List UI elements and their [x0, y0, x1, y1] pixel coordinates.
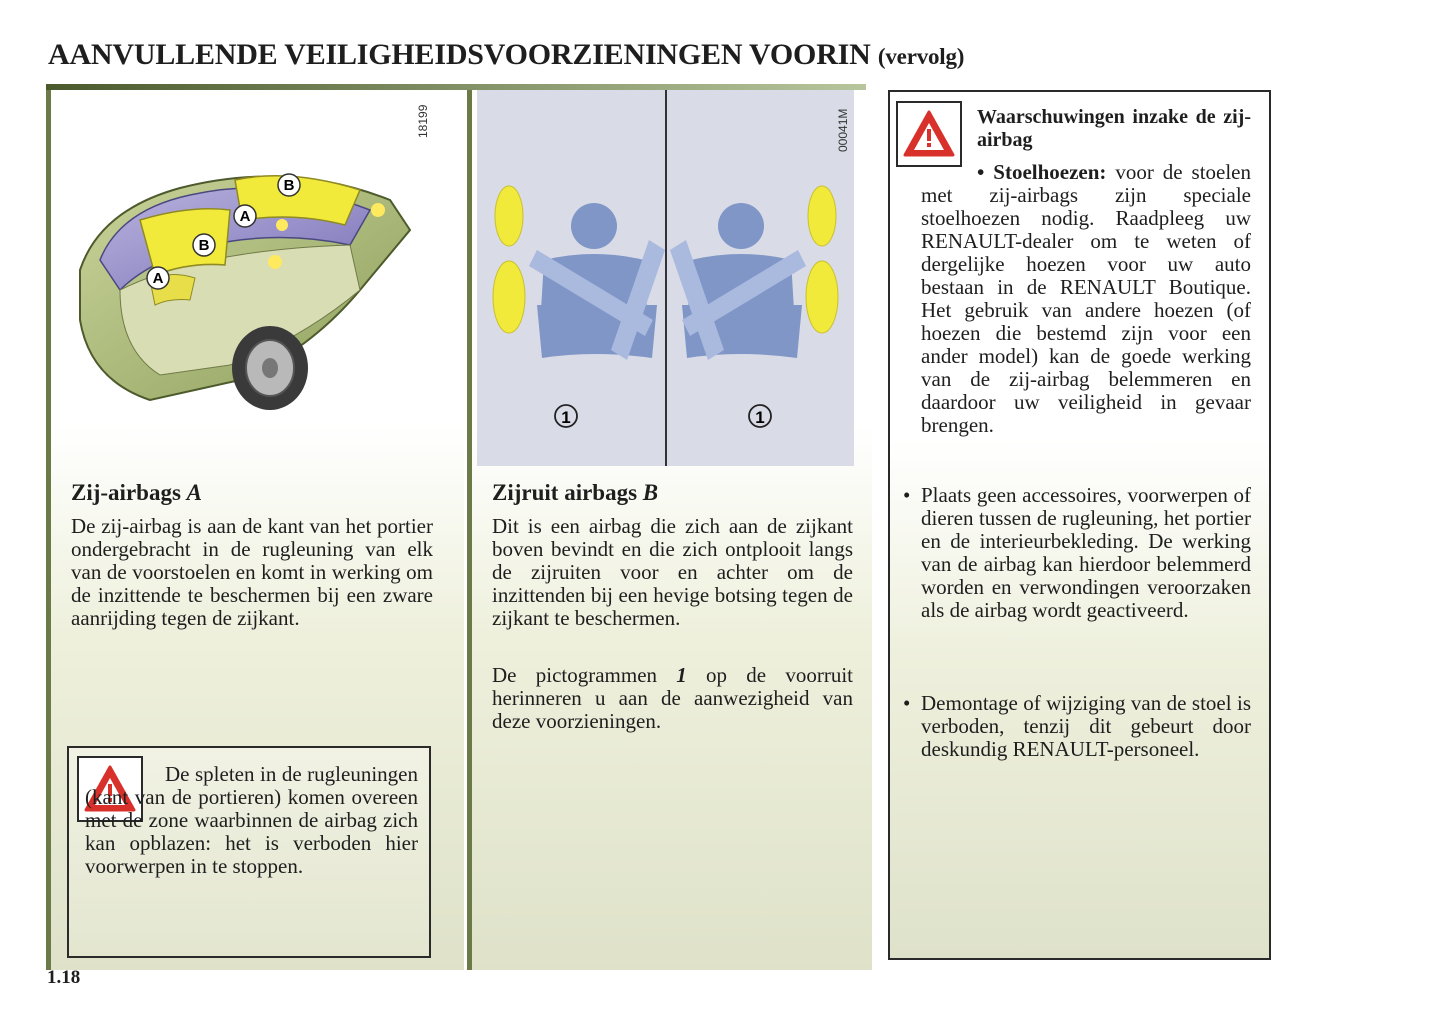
warning-bullet-seat-covers: • Stoelhoezen: voor de stoelen met zij-airbags zijn speciale stoelhoezen nodig. Raadpleeg uw RENAULT-dealer om te weten of dergelijke hoezen voor uw auto bestaan in de RENAULT Boutique. Het gebruik van andere hoezen (of hoezen die bestemd zijn voor een ander model) kan de goede werking van de zij-airbag belemmeren en daardoor uw veiligheid in gevaar brengen. — [921, 160, 1251, 437]
pictogram-reminder-text — [492, 664, 853, 733]
accessories-text: Plaats geen accessoires, voorwerpen of dieren tussen de rugleuning, het portier en de interieurbekleding. De werking van de airbag kan hierdoor belemmerd worden en verwondingen veroorzaken als de airbag wordt geactiveerd. — [921, 483, 1251, 622]
side-airbags-heading — [71, 480, 202, 506]
side-airbags-heading-letter: A — [186, 480, 202, 505]
pictogram-marker-left-text: 1 — [561, 408, 571, 427]
window-airbags-heading — [492, 480, 658, 506]
pictogram-marker-right-text: 1 — [755, 408, 765, 427]
car-label-a-front-text: A — [152, 270, 164, 287]
pictogram-reminder-before: De pictogrammen — [492, 663, 658, 687]
airbag-pictogram-panel — [477, 90, 854, 466]
pictogram-reminder-after: op de voorruit herinneren u aan de aanwezigheid van deze voorzieningen. — [492, 663, 854, 733]
dismantling-text: Demontage of wijziging van de stoel is verboden, tenzij dit gebeurt door deskundig RENAULT-personeel. — [921, 691, 1251, 761]
warning-icon-frame-large — [896, 101, 962, 167]
warnings-box-title: Waarschuwingen inzake de zij-airbag — [977, 106, 1251, 151]
pictogram-left — [493, 186, 665, 360]
page-number: 1.18 — [47, 967, 81, 988]
warning-triangle-icon — [902, 109, 956, 159]
seat-covers-text: voor de stoelen met zij-airbags zijn speciale stoelhoezen nodig. Raadpleeg uw RENAULT-dealer om te weten of dergelijke hoezen voor uw auto bestaan in de RENAULT Boutique. Het gebruik van andere hoezen (of hoezen die bestemd zijn voor een ander model) kan de goede werking van de zij-airbag belemmeren en daardoor uw veiligheid in gevaar brengen. — [921, 160, 1251, 437]
car-airbag-illustration — [60, 150, 440, 418]
page-title — [48, 38, 964, 72]
warning-bullet-accessories: • Plaats geen accessoires, voorwerpen of dieren tussen de rugleuning, het portier en de interieurbekleding. De werking van de airbag kan hierdoor belemmerd worden en verwondingen veroorzaken als de airbag wordt geactiveerd. — [903, 483, 1251, 622]
pictogram-figure-code: 00041M — [836, 108, 850, 152]
window-airbags-heading-text: Zijruit airbags — [492, 480, 638, 505]
page-title-main: AANVULLENDE VEILIGHEIDSVOORZIENINGEN VOORIN — [48, 38, 871, 71]
car-label-b-rear-text: B — [283, 177, 295, 194]
car-label-a-rear-text: A — [239, 208, 251, 225]
page-title-suffix: (vervolg) — [877, 44, 965, 69]
window-airbags-heading-letter: B — [642, 480, 659, 505]
backrest-warning-text: De spleten in de rugleuningen (kant van de portieren) komen overeen met de zone waarbinnen de airbag zich kan opblazen: het is verboden hier voorwerpen in te stoppen. — [85, 762, 418, 878]
pictogram-reminder-number: 1 — [676, 663, 687, 687]
side-airbags-heading-text: Zij-airbags — [71, 480, 181, 505]
window-airbags-text: Dit is een airbag die zich aan de zijkant boven bevindt en die zich ontplooit langs de zijruiten voor en achter om de inzittenden bij een hevige botsing tegen de zijkant te beschermen. — [492, 514, 853, 630]
car-label-b-front-text: B — [198, 237, 210, 254]
pictogram-right — [670, 186, 838, 360]
warning-bullet-dismantling: • Demontage of wijziging van de stoel is verboden, tenzij dit gebeurt door deskundig RENAULT-personeel. — [903, 691, 1251, 761]
seat-covers-label: Stoelhoezen: — [993, 160, 1107, 184]
car-figure-code: 18199 — [416, 104, 430, 138]
side-airbags-text: De zij-airbag is aan de kant van het portier ondergebracht in de rugleuning van elk van de voorstoelen en komt in werking om de inzittende te beschermen bij een zware aanrijding tegen de zijkant. — [71, 514, 433, 630]
